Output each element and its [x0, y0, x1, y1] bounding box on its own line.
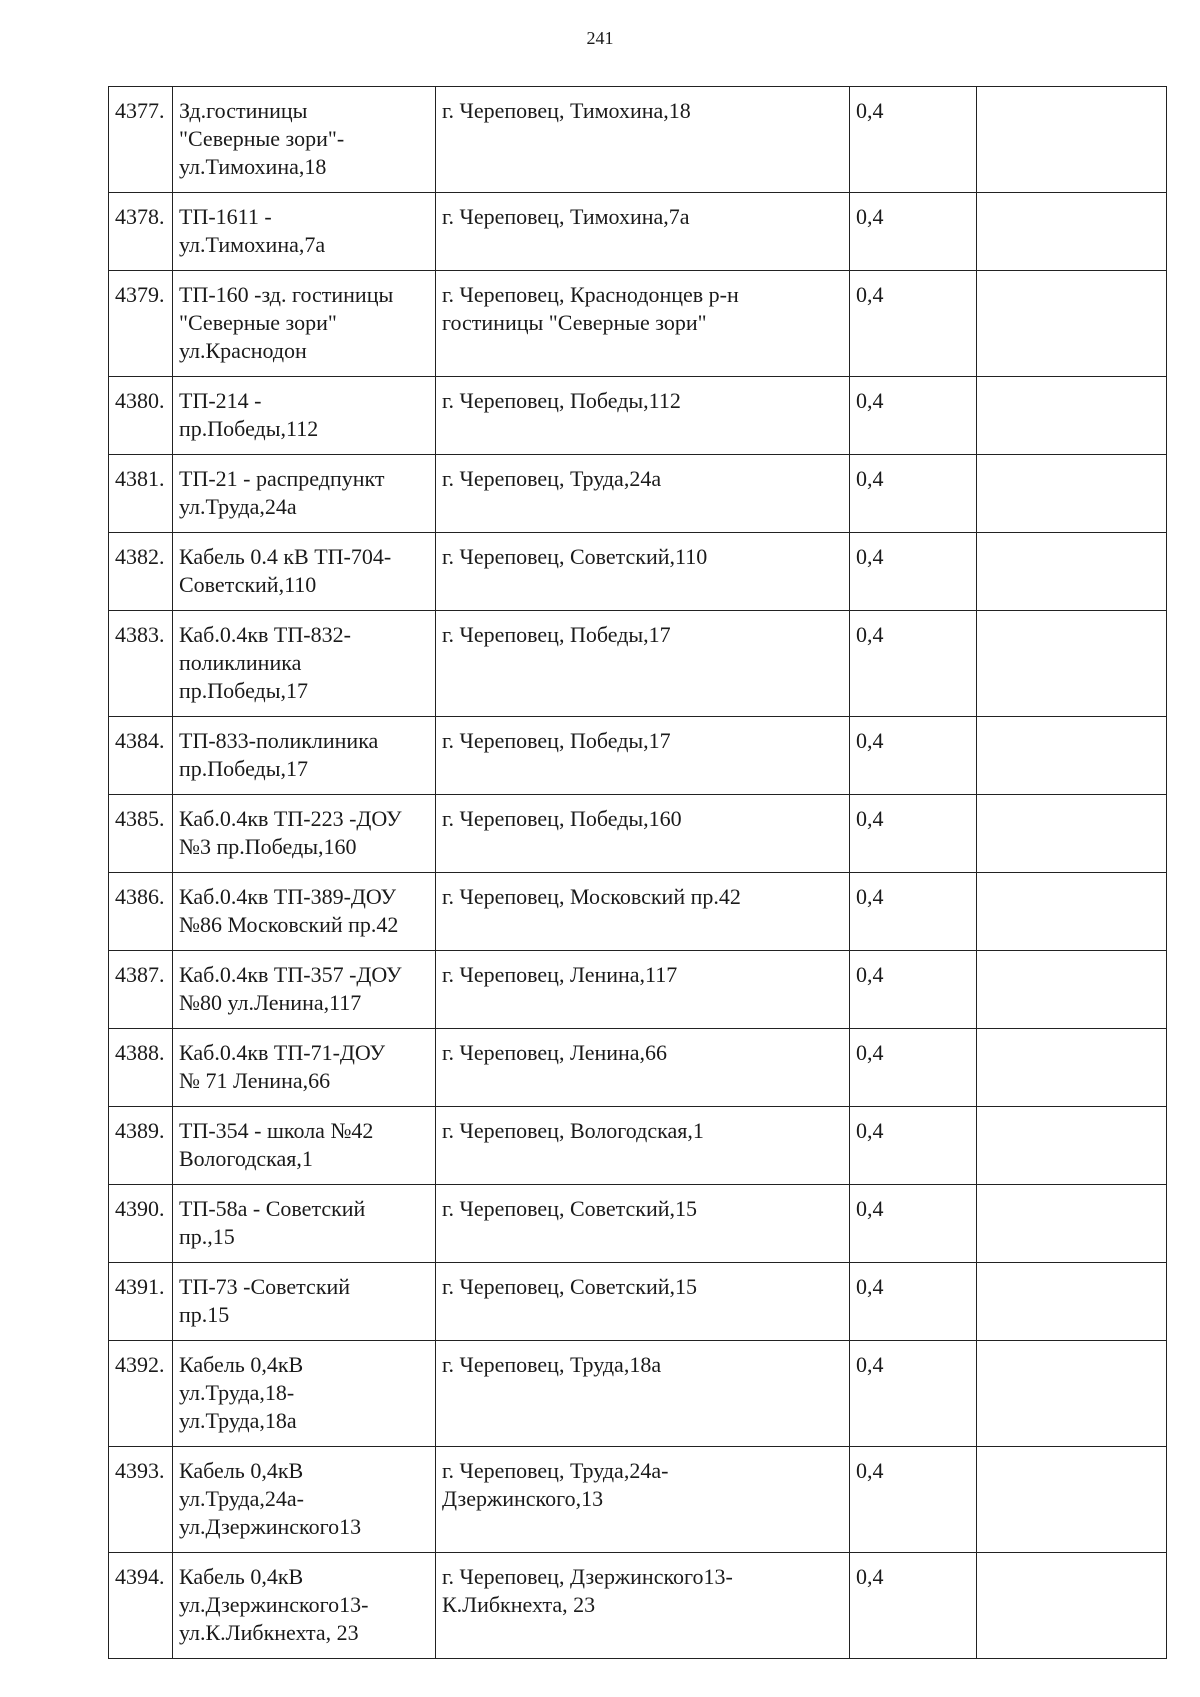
table-row: [109, 1029, 1167, 1107]
row-number: 4391.: [109, 1263, 173, 1341]
voltage-value: 0,4: [850, 1185, 977, 1263]
object-address: г. Череповец, Вологодская,1: [436, 1107, 850, 1185]
table-row: [109, 1553, 1167, 1659]
row-number: 4379.: [109, 271, 173, 377]
table-row: [109, 87, 1167, 193]
object-address: г. Череповец, Московский пр.42: [436, 873, 850, 951]
object-address: г. Череповец, Ленина,66: [436, 1029, 850, 1107]
table-row: [109, 377, 1167, 455]
voltage-value: 0,4: [850, 717, 977, 795]
object-address: г. Череповец, Советский,15: [436, 1263, 850, 1341]
row-number: 4381.: [109, 455, 173, 533]
object-name: ТП-833-поликлиника пр.Победы,17: [173, 717, 436, 795]
empty-cell: [977, 611, 1167, 717]
empty-cell: [977, 533, 1167, 611]
object-address: г. Череповец, Советский,15: [436, 1185, 850, 1263]
voltage-value: 0,4: [850, 87, 977, 193]
voltage-value: 0,4: [850, 1029, 977, 1107]
voltage-value: 0,4: [850, 795, 977, 873]
voltage-value: 0,4: [850, 1553, 977, 1659]
table-row: [109, 1185, 1167, 1263]
voltage-value: 0,4: [850, 271, 977, 377]
object-address: г. Череповец, Тимохина,7а: [436, 193, 850, 271]
empty-cell: [977, 193, 1167, 271]
object-name: Каб.0.4кв ТП-71-ДОУ № 71 Ленина,66: [173, 1029, 436, 1107]
object-name: ТП-160 -зд. гостиницы "Северные зори" ул.Краснодон: [173, 271, 436, 377]
object-address: г. Череповец, Дзержинского13- К.Либкнехта, 23: [436, 1553, 850, 1659]
object-address: г. Череповец, Победы,17: [436, 611, 850, 717]
object-name: Каб.0.4кв ТП-389-ДОУ №86 Московский пр.42: [173, 873, 436, 951]
row-number: 4378.: [109, 193, 173, 271]
voltage-value: 0,4: [850, 193, 977, 271]
row-number: 4383.: [109, 611, 173, 717]
object-name: Кабель 0,4кВ ул.Труда,24а- ул.Дзержинского13: [173, 1447, 436, 1553]
table-row: [109, 271, 1167, 377]
table-row: [109, 795, 1167, 873]
voltage-value: 0,4: [850, 377, 977, 455]
table-row: [109, 1263, 1167, 1341]
object-address: г. Череповец, Труда,24а- Дзержинского,13: [436, 1447, 850, 1553]
empty-cell: [977, 1029, 1167, 1107]
voltage-value: 0,4: [850, 533, 977, 611]
object-address: г. Череповец, Победы,17: [436, 717, 850, 795]
voltage-value: 0,4: [850, 1107, 977, 1185]
row-number: 4392.: [109, 1341, 173, 1447]
object-name: Кабель 0,4кВ ул.Труда,18- ул.Труда,18а: [173, 1341, 436, 1447]
row-number: 4380.: [109, 377, 173, 455]
empty-cell: [977, 1553, 1167, 1659]
object-address: г. Череповец, Тимохина,18: [436, 87, 850, 193]
object-address: г. Череповец, Ленина,117: [436, 951, 850, 1029]
table-row: [109, 1447, 1167, 1553]
table-row: [109, 611, 1167, 717]
object-address: г. Череповец, Победы,160: [436, 795, 850, 873]
object-name: Кабель 0.4 кВ ТП-704- Советский,110: [173, 533, 436, 611]
voltage-value: 0,4: [850, 455, 977, 533]
object-name: Кабель 0,4кВ ул.Дзержинского13- ул.К.Либкнехта, 23: [173, 1553, 436, 1659]
empty-cell: [977, 87, 1167, 193]
row-number: 4388.: [109, 1029, 173, 1107]
empty-cell: [977, 1185, 1167, 1263]
empty-cell: [977, 271, 1167, 377]
empty-cell: [977, 455, 1167, 533]
object-address: г. Череповец, Краснодонцев р-н гостиницы "Северные зори": [436, 271, 850, 377]
object-name: ТП-73 -Советский пр.15: [173, 1263, 436, 1341]
empty-cell: [977, 951, 1167, 1029]
row-number: 4390.: [109, 1185, 173, 1263]
empty-cell: [977, 795, 1167, 873]
row-number: 4386.: [109, 873, 173, 951]
empty-cell: [977, 377, 1167, 455]
empty-cell: [977, 1107, 1167, 1185]
row-number: 4389.: [109, 1107, 173, 1185]
empty-cell: [977, 1447, 1167, 1553]
object-address: г. Череповец, Победы,112: [436, 377, 850, 455]
table-row: [109, 533, 1167, 611]
object-address: г. Череповец, Труда,24а: [436, 455, 850, 533]
object-name: ТП-214 - пр.Победы,112: [173, 377, 436, 455]
empty-cell: [977, 1263, 1167, 1341]
table-row: [109, 717, 1167, 795]
voltage-value: 0,4: [850, 1447, 977, 1553]
row-number: 4394.: [109, 1553, 173, 1659]
voltage-value: 0,4: [850, 951, 977, 1029]
object-name: ТП-21 - распредпункт ул.Труда,24а: [173, 455, 436, 533]
table-row: [109, 193, 1167, 271]
registry-table: [108, 86, 1167, 1659]
empty-cell: [977, 873, 1167, 951]
object-address: г. Череповец, Труда,18а: [436, 1341, 850, 1447]
object-name: ТП-1611 - ул.Тимохина,7а: [173, 193, 436, 271]
object-address: г. Череповец, Советский,110: [436, 533, 850, 611]
table-row: [109, 873, 1167, 951]
empty-cell: [977, 1341, 1167, 1447]
page-number: 241: [586, 28, 614, 48]
table-row: [109, 455, 1167, 533]
table-row: [109, 1107, 1167, 1185]
empty-cell: [977, 717, 1167, 795]
object-name: Каб.0.4кв ТП-223 -ДОУ №3 пр.Победы,160: [173, 795, 436, 873]
row-number: 4377.: [109, 87, 173, 193]
row-number: 4384.: [109, 717, 173, 795]
row-number: 4387.: [109, 951, 173, 1029]
table-row: [109, 1341, 1167, 1447]
voltage-value: 0,4: [850, 1263, 977, 1341]
row-number: 4393.: [109, 1447, 173, 1553]
table-row: [109, 951, 1167, 1029]
object-name: ТП-354 - школа №42 Вологодская,1: [173, 1107, 436, 1185]
row-number: 4385.: [109, 795, 173, 873]
voltage-value: 0,4: [850, 611, 977, 717]
voltage-value: 0,4: [850, 873, 977, 951]
object-name: Зд.гостиницы "Северные зори"- ул.Тимохина,18: [173, 87, 436, 193]
object-name: Каб.0.4кв ТП-832- поликлиника пр.Победы,17: [173, 611, 436, 717]
voltage-value: 0,4: [850, 1341, 977, 1447]
row-number: 4382.: [109, 533, 173, 611]
object-name: Каб.0.4кв ТП-357 -ДОУ №80 ул.Ленина,117: [173, 951, 436, 1029]
object-name: ТП-58а - Советский пр.,15: [173, 1185, 436, 1263]
